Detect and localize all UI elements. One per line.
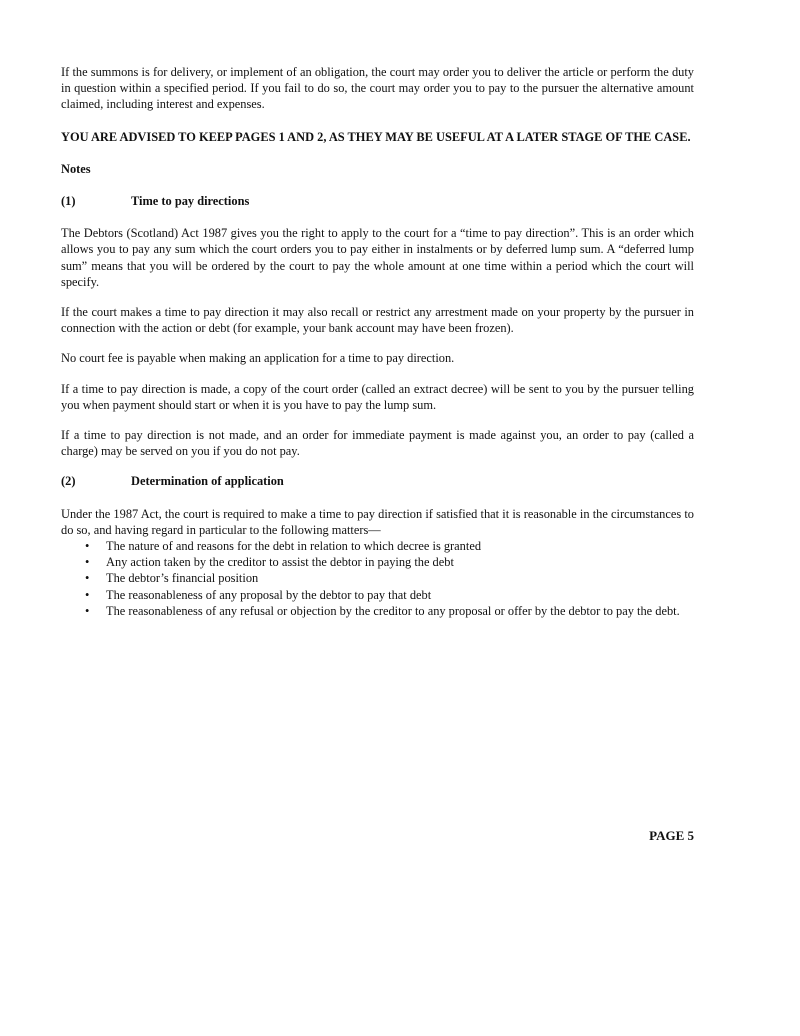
matters-list: [61, 538, 694, 619]
list-item: [61, 603, 694, 619]
section-2-number: (2): [61, 474, 76, 489]
list-item: [61, 587, 694, 603]
list-item-text: The reasonableness of any refusal or objection by the creditor to any proposal or offer by the debtor to pay the debt.: [106, 603, 680, 618]
section-1-title: Time to pay directions: [131, 194, 250, 209]
intro-paragraph: If the summons is for delivery, or implement of an obligation, the court may order you to deliver the article or perform the duty in question within a specified period. If you fail to do so, the court may order you to pay to the pursuer the alternative amount claimed, including interest and expenses.: [61, 65, 694, 112]
list-item-text: The debtor’s financial position: [106, 571, 259, 586]
list-item: [61, 554, 694, 570]
section-1-paragraph-5: If a time to pay direction is not made, and an order for immediate payment is made against you, an order to pay (called a charge) may be served on you if you do not pay.: [61, 428, 694, 459]
list-item-text: The nature of and reasons for the debt in relation to which decree is granted: [106, 539, 482, 554]
list-item-text: Any action taken by the creditor to assist the debtor in paying the debt: [106, 555, 454, 570]
bullet-icon: •: [85, 555, 90, 570]
section-1-number: (1): [61, 194, 76, 209]
section-1-paragraph-4: If a time to pay direction is made, a copy of the court order (called an extract decree) will be sent to you by the pursuer telling you when payment should start or when it is you have to pay the lump sum.: [61, 381, 694, 412]
document-page: [61, 64, 694, 619]
section-1-heading: [61, 193, 694, 209]
section-1-paragraph-2: If the court makes a time to pay direction it may also recall or restrict any arrestment made on your property by the pursuer in connection with the action or debt (for example, your bank account may have been frozen).: [61, 305, 694, 336]
bullet-icon: •: [85, 539, 90, 554]
bullet-icon: •: [85, 571, 90, 586]
section-2-paragraph: Under the 1987 Act, the court is required to make a time to pay direction if satisfied that it is reasonable in the circumstances to do so, and having regard in particular to the following matters—: [61, 506, 694, 537]
list-item: [61, 538, 694, 554]
section-1-paragraph-1: The Debtors (Scotland) Act 1987 gives you the right to apply to the court for a “time to pay direction”. This is an order which allows you to pay any sum which the court orders you to pay either in instalments or by deferred lump sum. A “deferred lump sum” means that you will be ordered by the court to pay the whole amount at one time within a period which the court will specify.: [61, 226, 694, 289]
list-item: [61, 570, 694, 586]
page-number: PAGE 5: [649, 828, 694, 843]
section-2-heading: [61, 473, 694, 489]
advice-notice: YOU ARE ADVISED TO KEEP PAGES 1 AND 2, AS THEY MAY BE USEFUL AT A LATER STAGE OF THE CASE.: [61, 129, 691, 144]
bullet-icon: •: [85, 603, 90, 618]
notes-heading: Notes: [61, 161, 91, 176]
list-item-text: The reasonableness of any proposal by the debtor to pay that debt: [106, 587, 432, 602]
bullet-icon: •: [85, 587, 90, 602]
section-1-paragraph-3: No court fee is payable when making an application for a time to pay direction.: [61, 351, 455, 366]
section-2-title: Determination of application: [131, 474, 284, 489]
